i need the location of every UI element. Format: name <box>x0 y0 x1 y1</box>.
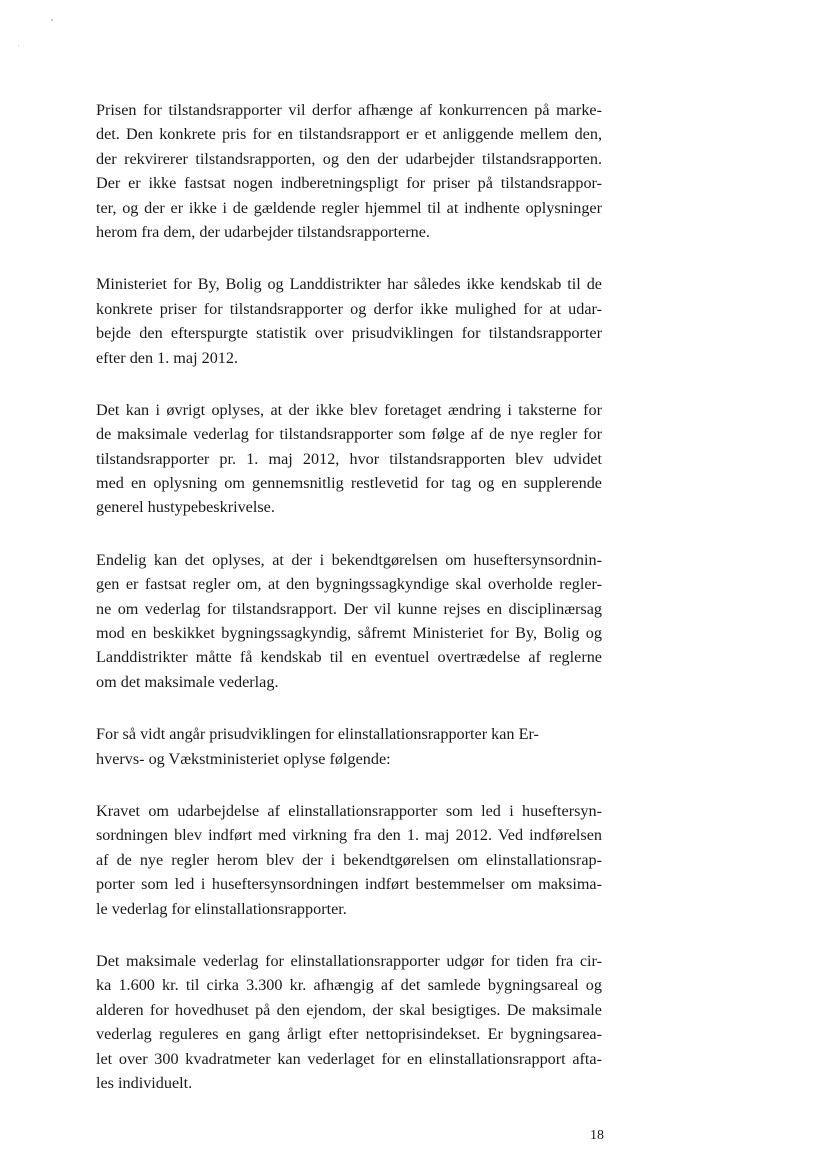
text-line: sordningen blev indført med virkning fra den 1. maj 2012. Ved indførelsen <box>96 826 602 845</box>
paragraph <box>96 398 602 520</box>
text-line: porter som led i huseftersynsordningen indført bestemmelser om maksima- <box>96 875 602 894</box>
text-line: konkrete priser for tilstandsrapporter og derfor ikke mulighed for at udar- <box>96 299 602 318</box>
text-line: Der er ikke fastsat nogen indberetningspligt for priser på tilstandsrappor- <box>96 174 602 193</box>
text-line: med en oplysning om gennemsnitlig restlevetid for tag og en supplerende <box>96 474 602 493</box>
text-line: mod en beskikket bygningssagkyndig, såfremt Ministeriet for By, Bolig og <box>96 624 602 643</box>
text-line: ter, og der er ikke i de gældende regler hjemmel til at indhente oplysninger <box>96 198 602 217</box>
text-line: det. Den konkrete pris for en tilstandsrapport er et anliggende mellem den, <box>96 125 602 144</box>
text-line: Kravet om udarbejdelse af elinstallationsrapporter som led i huseftersyn- <box>96 801 602 820</box>
text-line: Det kan i øvrigt oplyses, at der ikke blev foretaget ændring i taksterne for <box>96 400 602 419</box>
text-line: de maksimale vederlag for tilstandsrapporter som følge af de nye regler for <box>96 425 602 444</box>
text-line: les individuelt. <box>96 1073 193 1092</box>
text-line: Det maksimale vederlag for elinstallationsrapporter udgør for tiden fra cir- <box>96 951 602 970</box>
text-line: hvervs- og Vækstministeriet oplyse følgende: <box>96 749 391 768</box>
text-line: af de nye regler herom blev der i bekendtgørelsen om elinstallationsrap- <box>96 850 602 869</box>
text-line: Endelig kan det oplyses, at der i bekendtgørelsen om huseftersynsordnin- <box>96 550 602 569</box>
paragraph <box>96 799 602 921</box>
page-number: 18 <box>590 1128 604 1143</box>
text-line: let over 300 kvadratmeter kan vederlaget for en elinstallationsrapport afta- <box>96 1049 602 1068</box>
paragraph <box>96 722 602 771</box>
text-line: ne om vederlag for tilstandsrapport. Der vil kunne rejses en disciplinærsag <box>96 599 602 618</box>
text-line: Ministeriet for By, Bolig og Landdistrikter har således ikke kendskab til de <box>96 275 602 294</box>
scan-speck <box>18 45 19 46</box>
text-line: Landdistrikter måtte få kendskab til en eventuel overtrædelse af reglerne <box>96 648 602 667</box>
text-line: gen er fastsat regler om, at den bygningssagkyndige skal overholde regler- <box>96 575 602 594</box>
text-line: tilstandsrapporter pr. 1. maj 2012, hvor tilstandsrapporten blev udvidet <box>96 449 602 468</box>
text-line: ka 1.600 kr. til cirka 3.300 kr. afhængig af det samlede bygningsareal og <box>96 976 602 995</box>
text-line: efter den 1. maj 2012. <box>96 348 239 367</box>
text-line: For så vidt angår prisudviklingen for elinstallationsrapporter kan Er- <box>96 725 539 744</box>
text-line: herom fra dem, der udarbejder tilstandsrapporterne. <box>96 222 430 241</box>
scan-speck <box>51 19 53 21</box>
text-line: generel hustypebeskrivelse. <box>96 498 275 517</box>
document-body <box>96 98 602 1123</box>
text-line: alderen for hovedhuset på den ejendom, der skal besigtiges. De maksimale <box>96 1000 602 1019</box>
text-line: der rekvirerer tilstandsrapporten, og den der udarbejder tilstandsrapporten. <box>96 149 602 168</box>
paragraph <box>96 548 602 694</box>
text-line: bejde den efterspurgte statistik over prisudviklingen for tilstandsrapporter <box>96 324 602 343</box>
text-line: vederlag reguleres en gang årligt efter nettoprisindekset. Er bygningsarea- <box>96 1025 602 1044</box>
text-line: Prisen for tilstandsrapporter vil derfor afhænge af konkurrencen på marke- <box>96 101 602 119</box>
paragraph <box>96 272 602 370</box>
paragraph <box>96 98 602 244</box>
paragraph <box>96 949 602 1095</box>
text-line: le vederlag for elinstallationsrapporter. <box>96 899 347 918</box>
text-line: om det maksimale vederlag. <box>96 672 279 691</box>
